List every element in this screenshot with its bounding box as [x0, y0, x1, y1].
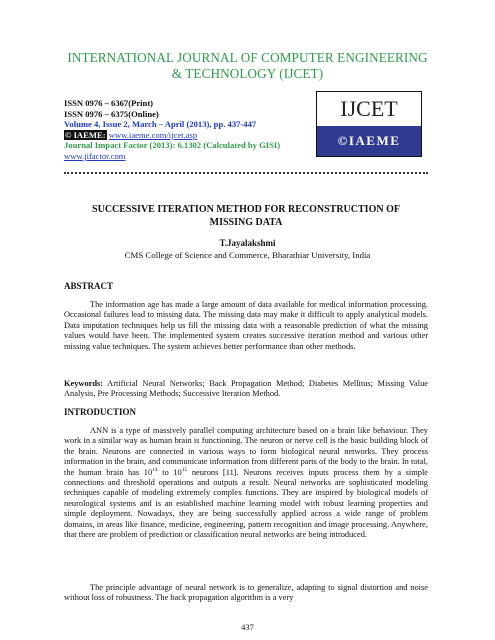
keywords-text: Artificial Neural Networks; Back Propagation Method; Diabetes Mellitus; Missing Value Analysis, Pre Processing Methods; Successive Iteration Method. [64, 379, 428, 399]
author-name: T.Jayalakshmi [219, 238, 276, 248]
keywords-label: Keywords: [64, 379, 104, 388]
volume-info: Volume 4, Issue 2, March – April (2013), pp. 437-447 [64, 119, 257, 130]
introduction-paragraph-1 [64, 426, 428, 540]
intro-p1-text-b: to 10 [157, 467, 182, 477]
keywords [64, 379, 428, 400]
issn-block [64, 98, 280, 162]
page-number: 437 [241, 622, 254, 632]
paper-title-line2: MISSING DATA [209, 216, 283, 228]
iaeme-tag: © IAEME: [65, 129, 106, 140]
paper-title-line1: SUCCESSIVE ITERATION METHOD FOR RECONSTRUCTION OF [92, 204, 400, 215]
introduction-heading: INTRODUCTION [64, 407, 137, 417]
jifactor-link[interactable]: www.jifactor.com [64, 150, 126, 161]
iaeme-website-line [64, 130, 280, 141]
journal-website-link[interactable]: www.iaeme.com/ijcet.asp [108, 129, 198, 140]
logo-ijcet-text: IJCET [340, 96, 398, 121]
paper-title [64, 204, 428, 229]
issn-online: ISSN 0976 – 6375(Online) [64, 108, 159, 119]
introduction-paragraph-2: The principle advantage of neural network is to generalize, adapting to signal distortion and noise without loss of robustness. The back propagation algorithm is a very [64, 583, 428, 603]
ijcet-logo [316, 91, 422, 157]
abstract-heading: ABSTRACT [64, 281, 114, 291]
intro-p1-text-c: neurons [11]. Neurons receives inputs process them by a simple connections and threshold operations and outputs a result. Neural networks are sophisticated modeling techniques capable of modeling extremely complex functions. They are inspired by biological models of neurological systems and is an established machine learning model with robust learning properties and simple deployment. Nowadays, they are being successfully applied across a wide range of problem domains, in areas like finance, medicine, engineering, pattern recognition and image processing. Anywhere, that there are problem of prediction or classification neural networks are being introduced. [64, 467, 428, 540]
logo-iaeme-text: ©IAEME [317, 126, 421, 156]
intro-p1-exponent-2: 15 [181, 466, 188, 473]
journal-title-line1: INTERNATIONAL JOURNAL OF COMPUTER ENGINEERING [67, 50, 428, 65]
issn-print: ISSN 0976 – 6367(Print) [64, 98, 154, 108]
intro-p1-text-a: ANN is a type of massively parallel computing architecture based on a brain like behaviour. They work in a similar way as human brain is functioning. The neuron or nerve cell is the basic building block of the brain. Neurons are connected in various ways to form biological neural networks. They process information in the brain, and communicate information from different parts of the body to the brain. In total, the human brain has 10 [64, 426, 428, 477]
impact-factor: Journal Impact Factor (2013): 6.1302 (Calculated by GISI) [64, 140, 281, 151]
header-divider [64, 172, 428, 174]
author-affiliation: CMS College of Science and Commerce, Bharathiar University, India [124, 250, 371, 260]
journal-title [0, 50, 495, 82]
journal-title-line2: & TECHNOLOGY (IJCET) [171, 66, 324, 81]
abstract-text: The information age has made a large amount of data available for medical information processing. Occasional failures lead to missing data. The missing data may make it difficult to apply analytical models. Data imputation techniques help us fill the missing data with a reasonable prediction of what the missing values would have been. The implemented system creates successive iteration method and various other missing value techniques. The system achieves better performance than other methods. [64, 300, 428, 351]
intro-p1-exponent-1: 14 [152, 466, 158, 473]
